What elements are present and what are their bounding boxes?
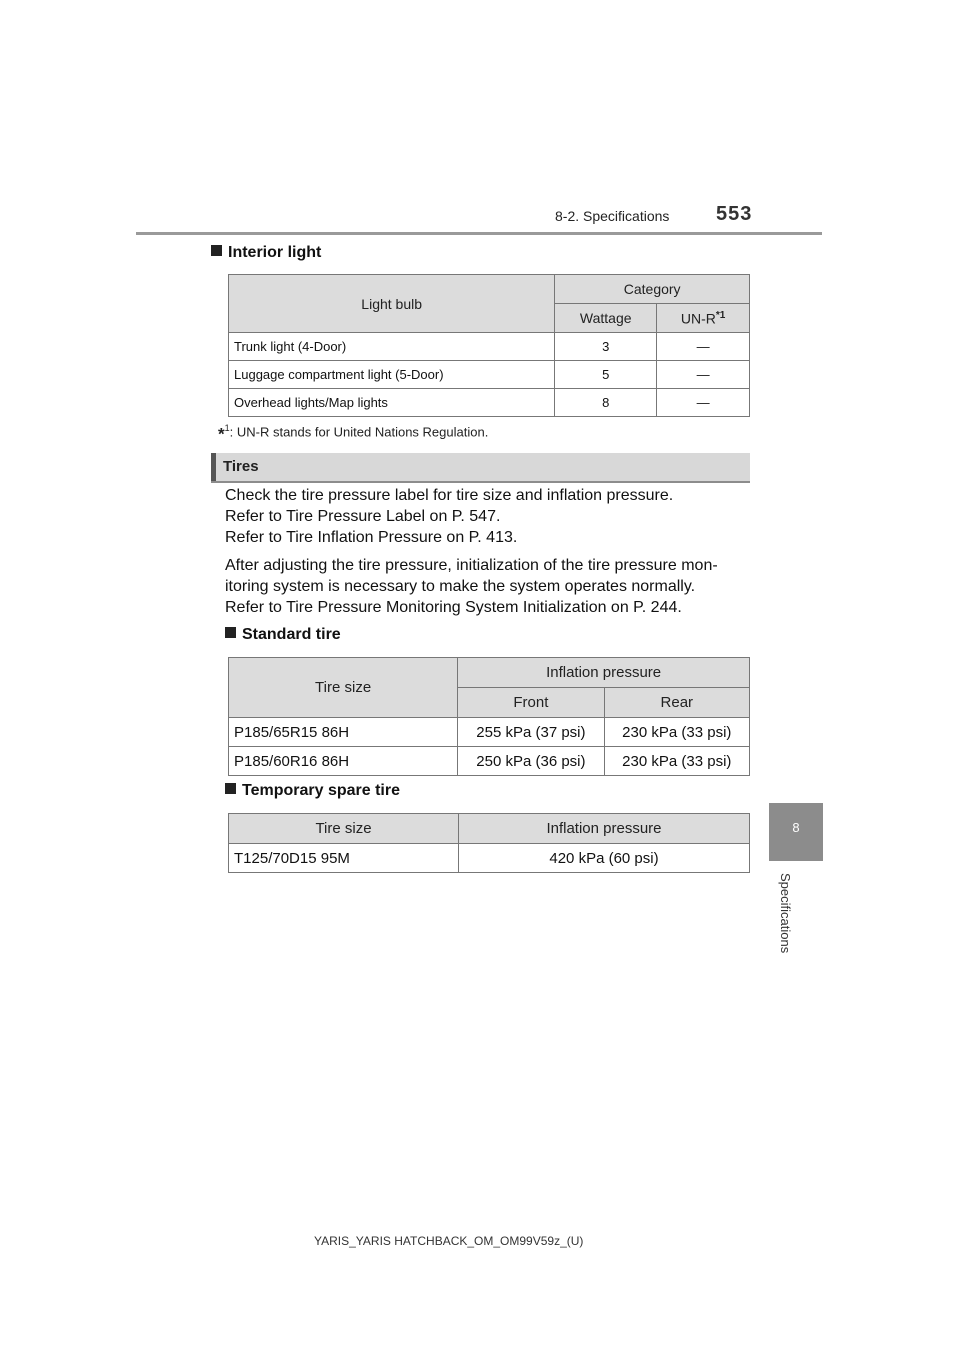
front-pressure-cell: 250 kPa (36 psi) xyxy=(458,747,604,776)
col-tire-size: Tire size xyxy=(229,814,459,844)
tires-section-marker xyxy=(211,453,216,481)
rear-pressure-cell: 230 kPa (33 psi) xyxy=(604,747,749,776)
text-line: Refer to Tire Pressure Label on P. 547. xyxy=(225,508,501,525)
spare-tire-heading-text: Temporary spare tire xyxy=(242,782,400,799)
interior-light-table xyxy=(228,274,750,417)
section-title: 8-2. Specifications xyxy=(555,208,670,224)
wattage-cell: 8 xyxy=(555,389,657,417)
table-row xyxy=(229,361,750,389)
col-unr-footnote-mark: *1 xyxy=(715,309,726,321)
col-category: Category xyxy=(555,275,750,304)
footnote-mark: * xyxy=(218,424,225,444)
standard-tire-table xyxy=(228,657,750,776)
table-row xyxy=(229,389,750,417)
bulb-cell: Overhead lights/Map lights xyxy=(229,389,555,417)
document-footer: YARIS_YARIS HATCHBACK_OM_OM99V59z_(U) xyxy=(314,1234,584,1248)
table-row xyxy=(229,718,750,747)
tire-size-cell: P185/65R15 86H xyxy=(229,718,458,747)
col-light-bulb: Light bulb xyxy=(229,275,555,333)
unr-cell: — xyxy=(657,361,750,389)
bulb-cell: Luggage compartment light (5-Door) xyxy=(229,361,555,389)
unr-cell: — xyxy=(657,389,750,417)
text-line: Refer to Tire Inflation Pressure on P. 413. xyxy=(225,529,518,546)
front-pressure-cell: 255 kPa (37 psi) xyxy=(458,718,604,747)
footnote-number: 1 xyxy=(224,423,230,433)
footnote-text: : UN-R stands for United Nations Regulation. xyxy=(229,424,489,440)
col-rear: Rear xyxy=(604,688,749,718)
table-row xyxy=(229,844,750,873)
bulb-cell: Trunk light (4-Door) xyxy=(229,333,555,361)
square-bullet-icon xyxy=(225,627,236,638)
col-front: Front xyxy=(458,688,604,718)
chapter-number: 8 xyxy=(792,820,800,835)
text-line: Refer to Tire Pressure Monitoring System Initialization on P. 244. xyxy=(225,599,682,616)
col-unr xyxy=(657,304,750,333)
text-line: itoring system is necessary to make the system operates normally. xyxy=(225,578,696,595)
footnote xyxy=(218,423,488,444)
tires-paragraph-2 xyxy=(225,555,765,618)
square-bullet-icon xyxy=(211,245,222,256)
tire-size-cell: P185/60R16 86H xyxy=(229,747,458,776)
table-row xyxy=(229,333,750,361)
standard-tire-heading xyxy=(225,626,341,644)
rear-pressure-cell: 230 kPa (33 psi) xyxy=(604,718,749,747)
square-bullet-icon xyxy=(225,783,236,794)
spare-tire-table xyxy=(228,813,750,873)
tire-size-cell: T125/70D15 95M xyxy=(229,844,459,873)
tires-paragraph-1 xyxy=(225,485,765,548)
interior-light-heading-text: Interior light xyxy=(228,244,322,261)
col-wattage: Wattage xyxy=(555,304,657,333)
wattage-cell: 3 xyxy=(555,333,657,361)
text-line: Check the tire pressure label for tire size and inflation pressure. xyxy=(225,487,674,504)
table-row xyxy=(229,747,750,776)
tires-section-title: Tires xyxy=(223,458,259,475)
header-rule xyxy=(136,232,822,235)
spare-tire-heading xyxy=(225,782,400,800)
unr-cell: — xyxy=(657,333,750,361)
standard-tire-heading-text: Standard tire xyxy=(242,626,341,643)
page-number: 553 xyxy=(716,203,753,225)
tires-section-bar xyxy=(211,453,750,483)
col-unr-text: UN-R xyxy=(680,310,716,327)
col-inflation-pressure: Inflation pressure xyxy=(459,814,750,844)
wattage-cell: 5 xyxy=(555,361,657,389)
col-tire-size: Tire size xyxy=(229,658,458,718)
chapter-label: Specifications xyxy=(778,873,793,954)
text-line: After adjusting the tire pressure, initialization of the tire pressure mon- xyxy=(225,557,718,574)
interior-light-heading xyxy=(211,244,321,262)
col-inflation-pressure: Inflation pressure xyxy=(458,658,750,688)
pressure-cell: 420 kPa (60 psi) xyxy=(459,844,750,873)
